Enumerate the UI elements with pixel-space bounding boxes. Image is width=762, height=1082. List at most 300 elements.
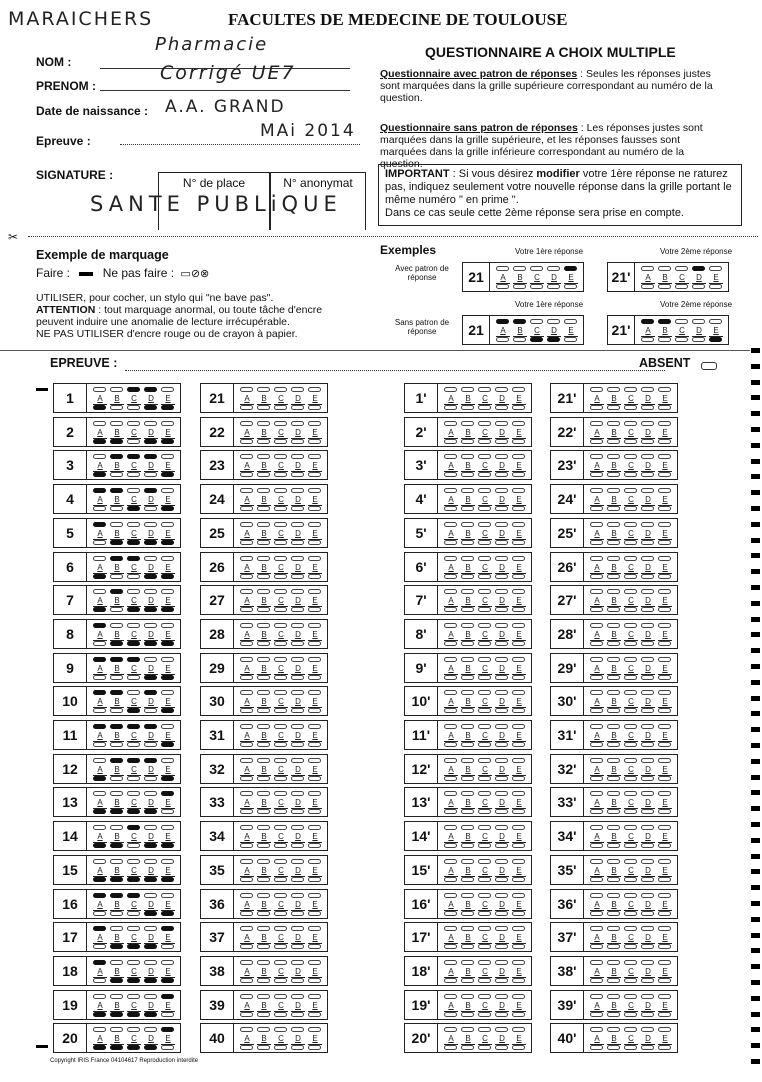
ex-sans-2-option-d[interactable]: [692, 319, 706, 343]
q5p-option-b[interactable]: [461, 522, 475, 546]
q8-top-bubble-d[interactable]: [144, 623, 157, 628]
q25p-top-bubble-c[interactable]: [624, 522, 637, 527]
q40p-bottom-bubble-d[interactable]: [641, 1045, 654, 1050]
q39-top-bubble-d[interactable]: [291, 994, 304, 999]
q17p-bottom-bubble-b[interactable]: [461, 944, 474, 949]
q39p-option-b[interactable]: [607, 994, 621, 1018]
q32p-top-bubble-c[interactable]: [624, 758, 637, 763]
q14p-top-bubble-c[interactable]: [478, 825, 491, 830]
q20-top-bubble-e[interactable]: [161, 1027, 174, 1032]
q36-option-e[interactable]: [308, 893, 322, 917]
q14p-top-bubble-e[interactable]: [512, 825, 525, 830]
q22p-bottom-bubble-c[interactable]: [624, 439, 637, 444]
q27p-option-c[interactable]: [624, 589, 638, 613]
q34p-option-c[interactable]: [624, 825, 638, 849]
q19p-top-bubble-b[interactable]: [461, 994, 474, 999]
q36p-bottom-bubble-c[interactable]: [624, 911, 637, 916]
q33p-top-bubble-c[interactable]: [624, 791, 637, 796]
q36-bottom-bubble-c[interactable]: [274, 911, 287, 916]
q27p-top-bubble-d[interactable]: [641, 589, 654, 594]
q19p-bottom-bubble-d[interactable]: [495, 1012, 508, 1017]
q39-bottom-bubble-a[interactable]: [240, 1012, 253, 1017]
q4p-bottom-bubble-c[interactable]: [478, 506, 491, 511]
q31p-top-bubble-b[interactable]: [607, 724, 620, 729]
q38-bottom-bubble-e[interactable]: [308, 978, 321, 983]
q2p-top-bubble-e[interactable]: [512, 421, 525, 426]
q1-option-e[interactable]: [161, 387, 175, 411]
q34-top-bubble-c[interactable]: [274, 825, 287, 830]
q35-bottom-bubble-b[interactable]: [257, 877, 270, 882]
q38-top-bubble-c[interactable]: [274, 960, 287, 965]
q32p-top-bubble-a[interactable]: [590, 758, 603, 763]
q13-bottom-bubble-c[interactable]: [127, 809, 140, 814]
q18p-option-d[interactable]: [495, 960, 509, 984]
q39p-top-bubble-b[interactable]: [607, 994, 620, 999]
q31-top-bubble-d[interactable]: [291, 724, 304, 729]
q25-top-bubble-c[interactable]: [274, 522, 287, 527]
q35p-bottom-bubble-d[interactable]: [641, 877, 654, 882]
q34p-bottom-bubble-e[interactable]: [658, 843, 671, 848]
q32p-top-bubble-d[interactable]: [641, 758, 654, 763]
q7p-option-a[interactable]: [444, 589, 458, 613]
q23-top-bubble-b[interactable]: [257, 454, 270, 459]
q10-option-d[interactable]: [144, 690, 158, 714]
ex-avec-2-option-e[interactable]: [709, 266, 723, 290]
q12-top-bubble-c[interactable]: [127, 758, 140, 763]
q6p-option-e[interactable]: [512, 556, 526, 580]
q9p-bottom-bubble-d[interactable]: [495, 675, 508, 680]
q6p-top-bubble-a[interactable]: [444, 556, 457, 561]
q20p-bottom-bubble-a[interactable]: [444, 1045, 457, 1050]
q33p-option-b[interactable]: [607, 791, 621, 815]
q18p-bottom-bubble-c[interactable]: [478, 978, 491, 983]
q8p-bottom-bubble-e[interactable]: [512, 641, 525, 646]
q33-option-b[interactable]: [257, 791, 271, 815]
q6p-bottom-bubble-d[interactable]: [495, 574, 508, 579]
q10-bottom-bubble-c[interactable]: [127, 708, 140, 713]
q8-top-bubble-e[interactable]: [161, 623, 174, 628]
q5-option-d[interactable]: [144, 522, 158, 546]
q22-top-bubble-b[interactable]: [257, 421, 270, 426]
q16p-option-e[interactable]: [512, 893, 526, 917]
q3-option-d[interactable]: [144, 454, 158, 478]
q32p-option-e[interactable]: [658, 758, 672, 782]
q29-top-bubble-c[interactable]: [274, 657, 287, 662]
q30-option-b[interactable]: [257, 690, 271, 714]
q7-top-bubble-b[interactable]: [110, 589, 123, 594]
q34p-bottom-bubble-b[interactable]: [607, 843, 620, 848]
q23p-bottom-bubble-b[interactable]: [607, 472, 620, 477]
q7-bottom-bubble-d[interactable]: [144, 607, 157, 612]
q13p-option-c[interactable]: [478, 791, 492, 815]
q21-bottom-bubble-c[interactable]: [274, 405, 287, 410]
q38p-option-b[interactable]: [607, 960, 621, 984]
q34p-top-bubble-a[interactable]: [590, 825, 603, 830]
q18p-top-bubble-c[interactable]: [478, 960, 491, 965]
q17p-option-b[interactable]: [461, 926, 475, 950]
q5-top-bubble-a[interactable]: [93, 522, 106, 527]
q24p-bottom-bubble-e[interactable]: [658, 506, 671, 511]
q35-top-bubble-a[interactable]: [240, 859, 253, 864]
q10-top-bubble-a[interactable]: [93, 690, 106, 695]
q30p-top-bubble-e[interactable]: [658, 690, 671, 695]
q5-bottom-bubble-b[interactable]: [110, 540, 123, 545]
q34p-option-e[interactable]: [658, 825, 672, 849]
q9-top-bubble-d[interactable]: [144, 657, 157, 662]
q27-bottom-bubble-c[interactable]: [274, 607, 287, 612]
q20-option-b[interactable]: [110, 1027, 124, 1051]
q23-bottom-bubble-b[interactable]: [257, 472, 270, 477]
q21-top-bubble-e[interactable]: [308, 387, 321, 392]
q36p-option-d[interactable]: [641, 893, 655, 917]
q29-top-bubble-e[interactable]: [308, 657, 321, 662]
q18-option-c[interactable]: [127, 960, 141, 984]
q20p-bottom-bubble-e[interactable]: [512, 1045, 525, 1050]
q31p-top-bubble-e[interactable]: [658, 724, 671, 729]
ex-sans-1-top-bubble-d[interactable]: [547, 319, 560, 324]
q14p-bottom-bubble-d[interactable]: [495, 843, 508, 848]
q4p-top-bubble-a[interactable]: [444, 488, 457, 493]
q12-option-d[interactable]: [144, 758, 158, 782]
q4-top-bubble-a[interactable]: [93, 488, 106, 493]
q24-bottom-bubble-e[interactable]: [308, 506, 321, 511]
q35p-top-bubble-e[interactable]: [658, 859, 671, 864]
q33-top-bubble-b[interactable]: [257, 791, 270, 796]
q12-bottom-bubble-b[interactable]: [110, 776, 123, 781]
q33-bottom-bubble-c[interactable]: [274, 809, 287, 814]
ex-avec-1-bottom-bubble-c[interactable]: [530, 284, 543, 289]
q23p-option-a[interactable]: [590, 454, 604, 478]
q17-bottom-bubble-a[interactable]: [93, 944, 106, 949]
q26p-top-bubble-a[interactable]: [590, 556, 603, 561]
q38-bottom-bubble-a[interactable]: [240, 978, 253, 983]
q30-bottom-bubble-a[interactable]: [240, 708, 253, 713]
q38p-option-d[interactable]: [641, 960, 655, 984]
q16-option-c[interactable]: [127, 893, 141, 917]
q17p-option-d[interactable]: [495, 926, 509, 950]
q2-bottom-bubble-b[interactable]: [110, 439, 123, 444]
q33-bottom-bubble-e[interactable]: [308, 809, 321, 814]
q16-top-bubble-e[interactable]: [161, 893, 174, 898]
q11p-option-d[interactable]: [495, 724, 509, 748]
q33p-option-e[interactable]: [658, 791, 672, 815]
q39-bottom-bubble-b[interactable]: [257, 1012, 270, 1017]
ex-sans-1-bottom-bubble-c[interactable]: [530, 337, 543, 342]
q35-bottom-bubble-e[interactable]: [308, 877, 321, 882]
q12p-option-e[interactable]: [512, 758, 526, 782]
q4p-bottom-bubble-b[interactable]: [461, 506, 474, 511]
q19p-bottom-bubble-a[interactable]: [444, 1012, 457, 1017]
q22p-option-c[interactable]: [624, 421, 638, 445]
q35-bottom-bubble-c[interactable]: [274, 877, 287, 882]
q15-top-bubble-d[interactable]: [144, 859, 157, 864]
q26p-option-b[interactable]: [607, 556, 621, 580]
q37-option-a[interactable]: [240, 926, 254, 950]
q14p-bottom-bubble-e[interactable]: [512, 843, 525, 848]
q17p-option-c[interactable]: [478, 926, 492, 950]
q3-bottom-bubble-c[interactable]: [127, 472, 140, 477]
q34-bottom-bubble-a[interactable]: [240, 843, 253, 848]
q21p-top-bubble-a[interactable]: [590, 387, 603, 392]
q19p-bottom-bubble-b[interactable]: [461, 1012, 474, 1017]
q16p-bottom-bubble-a[interactable]: [444, 911, 457, 916]
q28-option-a[interactable]: [240, 623, 254, 647]
q25-top-bubble-b[interactable]: [257, 522, 270, 527]
q40-bottom-bubble-b[interactable]: [257, 1045, 270, 1050]
q20p-bottom-bubble-c[interactable]: [478, 1045, 491, 1050]
q17p-option-a[interactable]: [444, 926, 458, 950]
q27-option-c[interactable]: [274, 589, 288, 613]
q33-option-d[interactable]: [291, 791, 305, 815]
q6p-top-bubble-b[interactable]: [461, 556, 474, 561]
q37-top-bubble-d[interactable]: [291, 926, 304, 931]
q15p-top-bubble-b[interactable]: [461, 859, 474, 864]
q29-bottom-bubble-b[interactable]: [257, 675, 270, 680]
ex-sans-1-top-bubble-c[interactable]: [530, 319, 543, 324]
q30-option-c[interactable]: [274, 690, 288, 714]
q13p-bottom-bubble-c[interactable]: [478, 809, 491, 814]
q20-bottom-bubble-c[interactable]: [127, 1045, 140, 1050]
q6p-top-bubble-d[interactable]: [495, 556, 508, 561]
ex-sans-2-top-bubble-b[interactable]: [658, 319, 671, 324]
q8-top-bubble-b[interactable]: [110, 623, 123, 628]
q20p-option-d[interactable]: [495, 1027, 509, 1051]
q39p-top-bubble-e[interactable]: [658, 994, 671, 999]
q38p-top-bubble-c[interactable]: [624, 960, 637, 965]
q18-option-b[interactable]: [110, 960, 124, 984]
q8-option-e[interactable]: [161, 623, 175, 647]
q18p-option-c[interactable]: [478, 960, 492, 984]
q8p-bottom-bubble-a[interactable]: [444, 641, 457, 646]
ex-avec-1-bottom-bubble-d[interactable]: [547, 284, 560, 289]
q15-top-bubble-e[interactable]: [161, 859, 174, 864]
q34-top-bubble-a[interactable]: [240, 825, 253, 830]
q38-option-b[interactable]: [257, 960, 271, 984]
q40-top-bubble-e[interactable]: [308, 1027, 321, 1032]
q16-top-bubble-a[interactable]: [93, 893, 106, 898]
q40-bottom-bubble-a[interactable]: [240, 1045, 253, 1050]
q25-bottom-bubble-c[interactable]: [274, 540, 287, 545]
q37p-option-d[interactable]: [641, 926, 655, 950]
q16p-bottom-bubble-b[interactable]: [461, 911, 474, 916]
q6-option-c[interactable]: [127, 556, 141, 580]
q25p-option-e[interactable]: [658, 522, 672, 546]
q23p-option-d[interactable]: [641, 454, 655, 478]
q20-top-bubble-d[interactable]: [144, 1027, 157, 1032]
q19-top-bubble-d[interactable]: [144, 994, 157, 999]
q1-bottom-bubble-d[interactable]: [144, 405, 157, 410]
q38-option-e[interactable]: [308, 960, 322, 984]
q17-option-c[interactable]: [127, 926, 141, 950]
q17p-top-bubble-a[interactable]: [444, 926, 457, 931]
q2p-bottom-bubble-b[interactable]: [461, 439, 474, 444]
q4p-option-e[interactable]: [512, 488, 526, 512]
q8-top-bubble-c[interactable]: [127, 623, 140, 628]
q32-bottom-bubble-c[interactable]: [274, 776, 287, 781]
q40p-option-d[interactable]: [641, 1027, 655, 1051]
q23-bottom-bubble-a[interactable]: [240, 472, 253, 477]
q7-option-c[interactable]: [127, 589, 141, 613]
q37p-bottom-bubble-e[interactable]: [658, 944, 671, 949]
q20p-option-b[interactable]: [461, 1027, 475, 1051]
q36-top-bubble-c[interactable]: [274, 893, 287, 898]
q27-option-a[interactable]: [240, 589, 254, 613]
q12-bottom-bubble-e[interactable]: [161, 776, 174, 781]
q30p-top-bubble-a[interactable]: [590, 690, 603, 695]
ex-avec-2-top-bubble-a[interactable]: [641, 266, 654, 271]
q15-top-bubble-c[interactable]: [127, 859, 140, 864]
q10p-top-bubble-c[interactable]: [478, 690, 491, 695]
q31-option-e[interactable]: [308, 724, 322, 748]
q4-option-a[interactable]: [93, 488, 107, 512]
q27p-top-bubble-c[interactable]: [624, 589, 637, 594]
q35p-top-bubble-a[interactable]: [590, 859, 603, 864]
q28p-top-bubble-a[interactable]: [590, 623, 603, 628]
q18p-bottom-bubble-e[interactable]: [512, 978, 525, 983]
q5-top-bubble-b[interactable]: [110, 522, 123, 527]
q35p-bottom-bubble-c[interactable]: [624, 877, 637, 882]
q17-option-e[interactable]: [161, 926, 175, 950]
q7-bottom-bubble-b[interactable]: [110, 607, 123, 612]
q7-top-bubble-c[interactable]: [127, 589, 140, 594]
q25p-option-b[interactable]: [607, 522, 621, 546]
q21-option-e[interactable]: [308, 387, 322, 411]
q2p-option-e[interactable]: [512, 421, 526, 445]
q37-top-bubble-b[interactable]: [257, 926, 270, 931]
q32-option-b[interactable]: [257, 758, 271, 782]
q31p-bottom-bubble-b[interactable]: [607, 742, 620, 747]
q36-bottom-bubble-d[interactable]: [291, 911, 304, 916]
q7p-option-e[interactable]: [512, 589, 526, 613]
q39-bottom-bubble-d[interactable]: [291, 1012, 304, 1017]
q38p-option-a[interactable]: [590, 960, 604, 984]
q11p-bottom-bubble-e[interactable]: [512, 742, 525, 747]
q17p-bottom-bubble-a[interactable]: [444, 944, 457, 949]
q10-option-a[interactable]: [93, 690, 107, 714]
q13-option-a[interactable]: [93, 791, 107, 815]
q20p-top-bubble-b[interactable]: [461, 1027, 474, 1032]
q40p-option-e[interactable]: [658, 1027, 672, 1051]
q33-bottom-bubble-a[interactable]: [240, 809, 253, 814]
q9p-bottom-bubble-e[interactable]: [512, 675, 525, 680]
q19p-top-bubble-c[interactable]: [478, 994, 491, 999]
q24p-top-bubble-b[interactable]: [607, 488, 620, 493]
q24p-option-a[interactable]: [590, 488, 604, 512]
q40p-bottom-bubble-c[interactable]: [624, 1045, 637, 1050]
q21p-bottom-bubble-b[interactable]: [607, 405, 620, 410]
q16p-option-a[interactable]: [444, 893, 458, 917]
q18-top-bubble-e[interactable]: [161, 960, 174, 965]
q40-option-c[interactable]: [274, 1027, 288, 1051]
q38p-top-bubble-a[interactable]: [590, 960, 603, 965]
q16-bottom-bubble-d[interactable]: [144, 911, 157, 916]
q23-top-bubble-c[interactable]: [274, 454, 287, 459]
q2-top-bubble-c[interactable]: [127, 421, 140, 426]
q15-bottom-bubble-c[interactable]: [127, 877, 140, 882]
q33-top-bubble-d[interactable]: [291, 791, 304, 796]
q6p-bottom-bubble-c[interactable]: [478, 574, 491, 579]
q34p-bottom-bubble-c[interactable]: [624, 843, 637, 848]
q9p-top-bubble-b[interactable]: [461, 657, 474, 662]
q13-bottom-bubble-b[interactable]: [110, 809, 123, 814]
q31p-bottom-bubble-a[interactable]: [590, 742, 603, 747]
q34-option-e[interactable]: [308, 825, 322, 849]
q31-option-a[interactable]: [240, 724, 254, 748]
q11p-option-e[interactable]: [512, 724, 526, 748]
q7-option-d[interactable]: [144, 589, 158, 613]
q15p-bottom-bubble-c[interactable]: [478, 877, 491, 882]
q30p-bottom-bubble-a[interactable]: [590, 708, 603, 713]
q7p-top-bubble-b[interactable]: [461, 589, 474, 594]
q39-option-c[interactable]: [274, 994, 288, 1018]
q14p-option-c[interactable]: [478, 825, 492, 849]
q6p-option-d[interactable]: [495, 556, 509, 580]
q32p-bottom-bubble-d[interactable]: [641, 776, 654, 781]
q30p-bottom-bubble-d[interactable]: [641, 708, 654, 713]
q36p-top-bubble-c[interactable]: [624, 893, 637, 898]
q26-bottom-bubble-e[interactable]: [308, 574, 321, 579]
q20p-option-a[interactable]: [444, 1027, 458, 1051]
ex-avec-2-option-a[interactable]: [641, 266, 655, 290]
q38-top-bubble-b[interactable]: [257, 960, 270, 965]
q34p-option-b[interactable]: [607, 825, 621, 849]
q31p-bottom-bubble-e[interactable]: [658, 742, 671, 747]
q26p-bottom-bubble-c[interactable]: [624, 574, 637, 579]
q23p-bottom-bubble-d[interactable]: [641, 472, 654, 477]
q9-option-b[interactable]: [110, 657, 124, 681]
q11-top-bubble-b[interactable]: [110, 724, 123, 729]
q27-option-d[interactable]: [291, 589, 305, 613]
q40-option-e[interactable]: [308, 1027, 322, 1051]
q36p-bottom-bubble-a[interactable]: [590, 911, 603, 916]
q25p-top-bubble-d[interactable]: [641, 522, 654, 527]
q28-option-e[interactable]: [308, 623, 322, 647]
q12p-bottom-bubble-d[interactable]: [495, 776, 508, 781]
q12-top-bubble-a[interactable]: [93, 758, 106, 763]
q17-bottom-bubble-b[interactable]: [110, 944, 123, 949]
q1p-top-bubble-d[interactable]: [495, 387, 508, 392]
q3p-top-bubble-c[interactable]: [478, 454, 491, 459]
q32-bottom-bubble-b[interactable]: [257, 776, 270, 781]
q3-bottom-bubble-e[interactable]: [161, 472, 174, 477]
q39-bottom-bubble-e[interactable]: [308, 1012, 321, 1017]
q2-bottom-bubble-a[interactable]: [93, 439, 106, 444]
ex-avec-2-option-c[interactable]: [675, 266, 689, 290]
q15-option-d[interactable]: [144, 859, 158, 883]
ex-avec-1-top-bubble-e[interactable]: [564, 266, 577, 271]
q18-bottom-bubble-e[interactable]: [161, 978, 174, 983]
q13-top-bubble-d[interactable]: [144, 791, 157, 796]
ex-sans-2-bottom-bubble-c[interactable]: [675, 337, 688, 342]
q17p-top-bubble-c[interactable]: [478, 926, 491, 931]
q15p-bottom-bubble-e[interactable]: [512, 877, 525, 882]
q3p-option-c[interactable]: [478, 454, 492, 478]
q29p-bottom-bubble-a[interactable]: [590, 675, 603, 680]
q39p-option-d[interactable]: [641, 994, 655, 1018]
q13p-bottom-bubble-a[interactable]: [444, 809, 457, 814]
q25-option-b[interactable]: [257, 522, 271, 546]
q38p-top-bubble-d[interactable]: [641, 960, 654, 965]
q23-bottom-bubble-e[interactable]: [308, 472, 321, 477]
q7p-top-bubble-c[interactable]: [478, 589, 491, 594]
q28p-option-b[interactable]: [607, 623, 621, 647]
q30-top-bubble-a[interactable]: [240, 690, 253, 695]
q35p-bottom-bubble-a[interactable]: [590, 877, 603, 882]
ex-sans-1-bottom-bubble-b[interactable]: [513, 337, 526, 342]
q1p-top-bubble-a[interactable]: [444, 387, 457, 392]
q38-bottom-bubble-c[interactable]: [274, 978, 287, 983]
q31-bottom-bubble-d[interactable]: [291, 742, 304, 747]
